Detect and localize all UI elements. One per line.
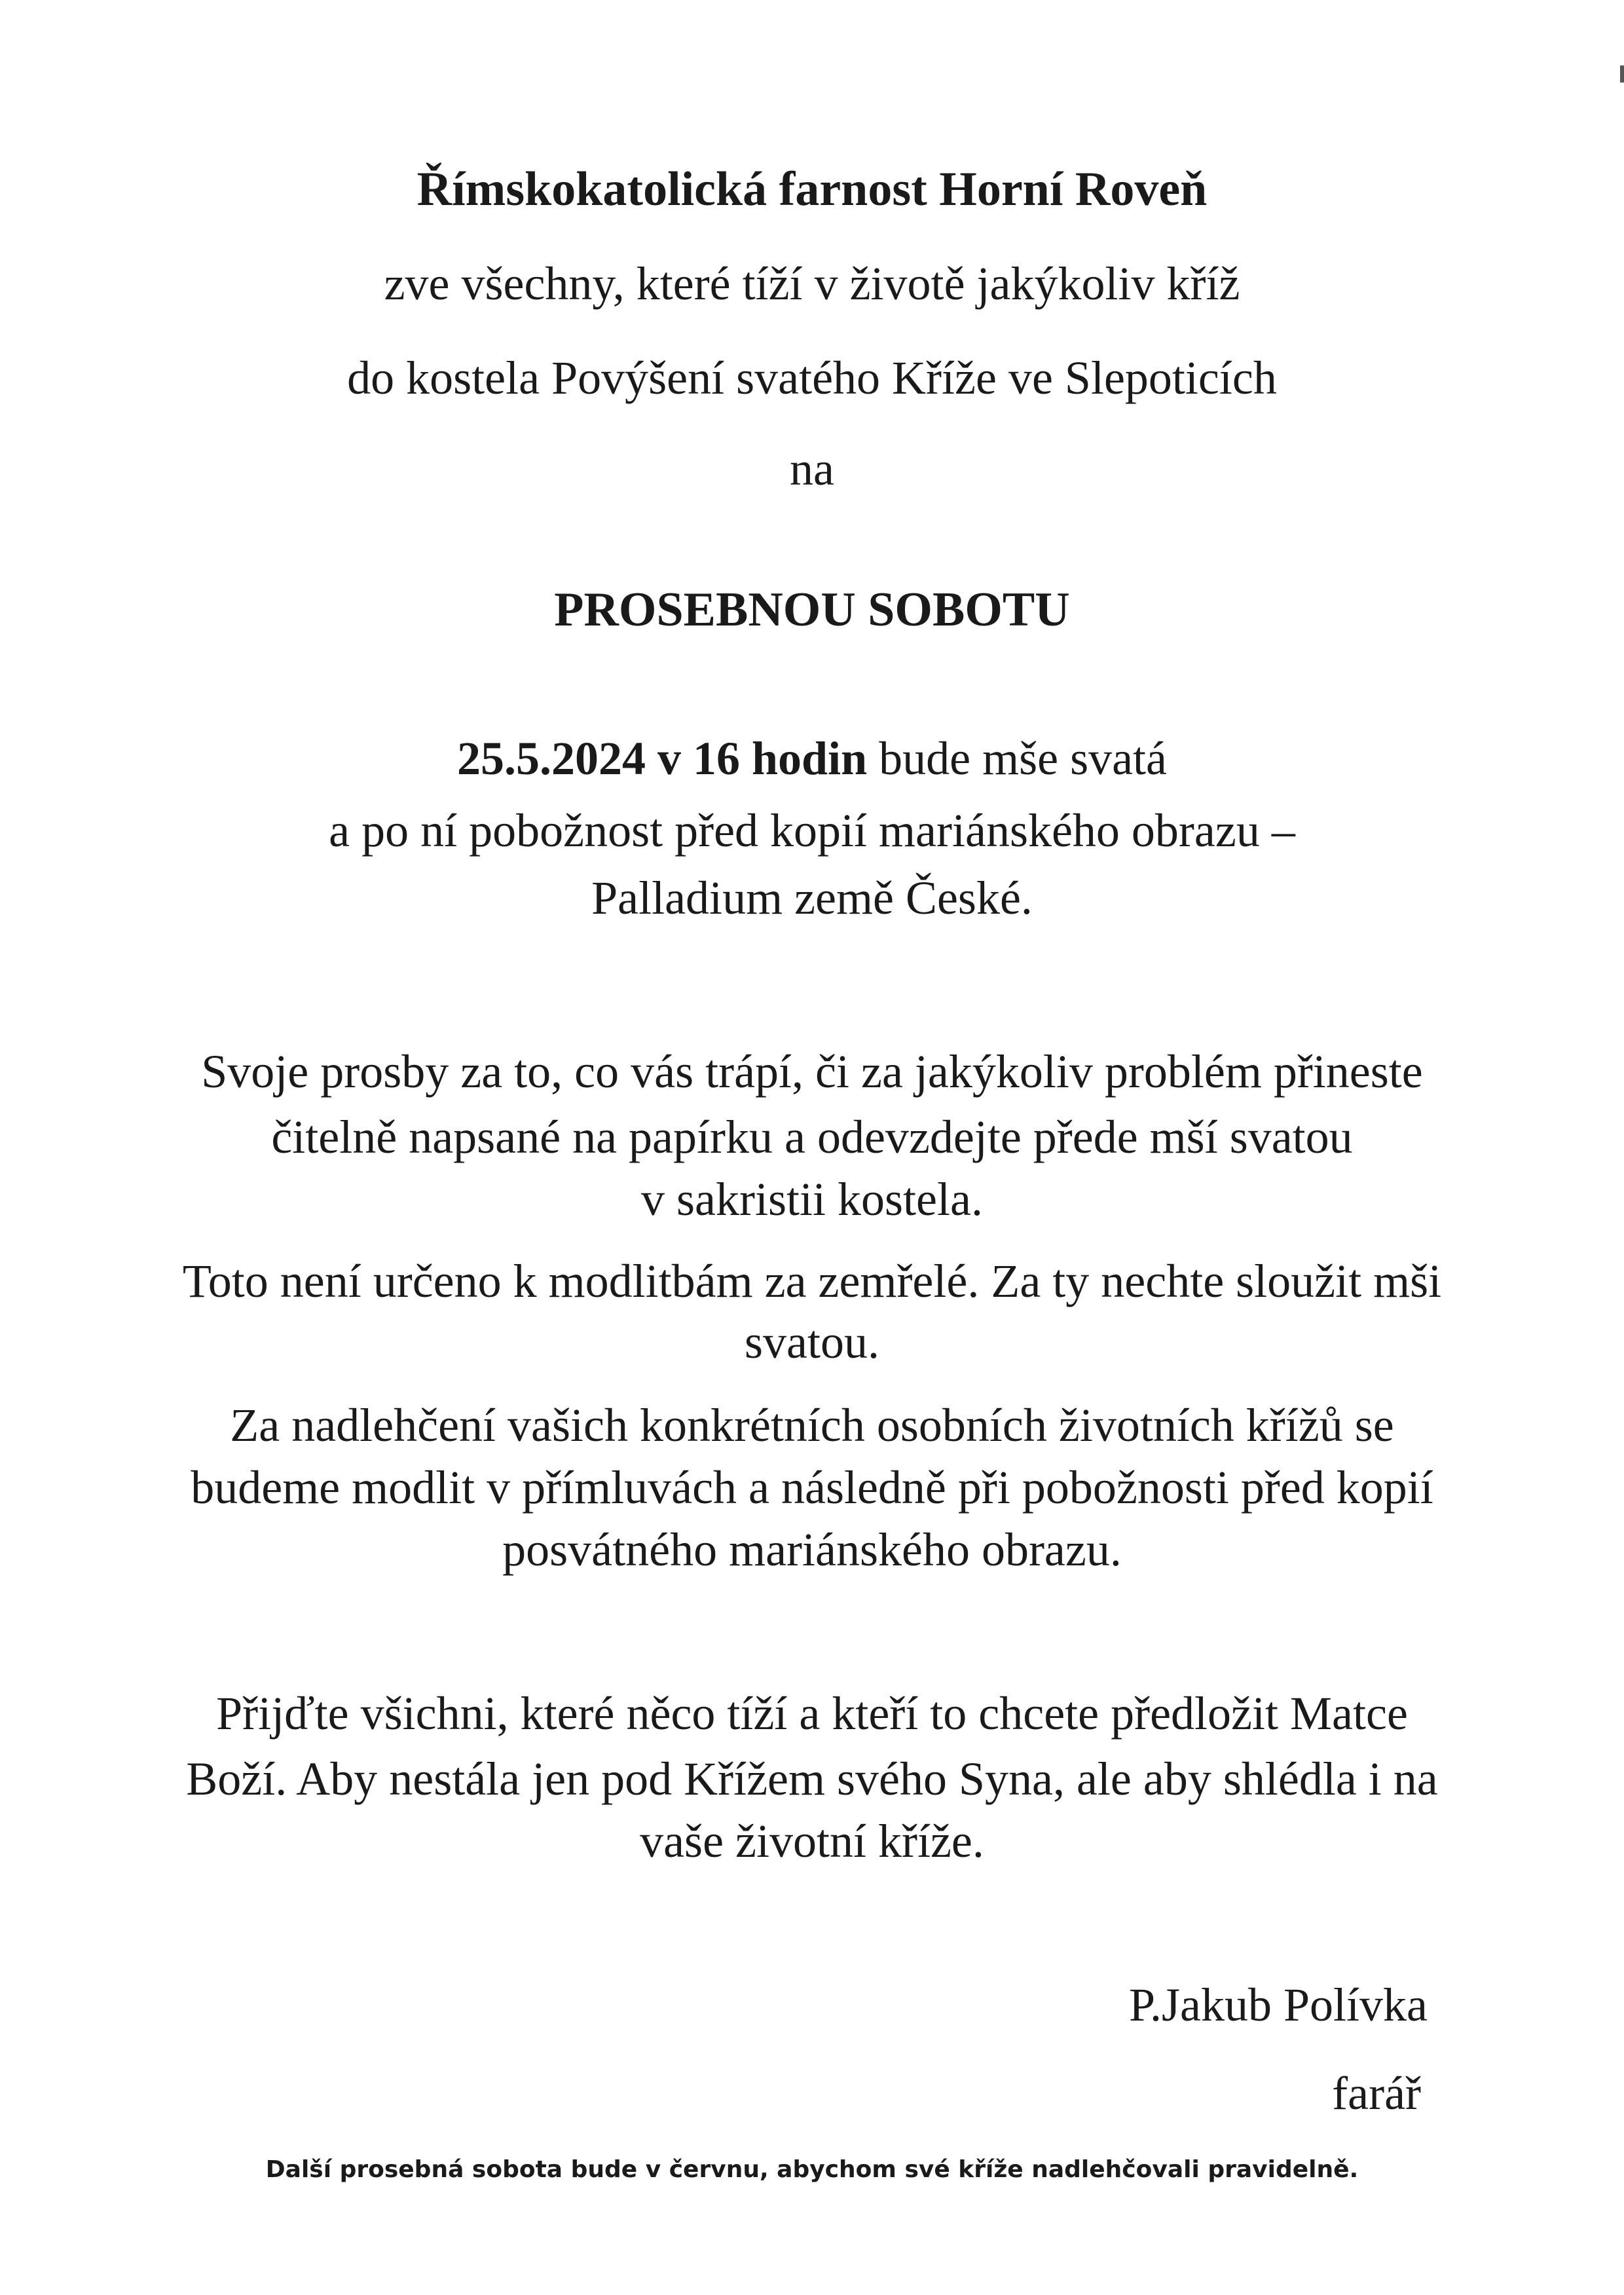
- footer-note: Další prosebná sobota bude v červnu, abychom své kříže nadlehčovali pravidelně.: [265, 2156, 1359, 2183]
- paragraph-4-line-2: Boží. Aby nestála jen pod Křížem svého Syna, ale aby shlédla i na: [186, 1753, 1438, 1805]
- signature-title: farář: [1332, 2067, 1421, 2119]
- signature-name: P.Jakub Polívka: [1128, 1979, 1428, 2031]
- paragraph-4-line-1: Přijďte všichni, které něco tíží a kteří to chcete předložit Matce: [216, 1687, 1408, 1740]
- paragraph-1-line-2: čitelně napsané na papírku a odevzdejte přede mší svatou: [271, 1111, 1353, 1163]
- paragraph-3-line-1: Za nadlehčení vašich konkrétních osobních životních křížů se: [230, 1399, 1394, 1451]
- invite-line-3: na: [790, 443, 834, 495]
- paragraph-1-line-1: Svoje prosby za to, co vás trápí, či za jakýkoliv problém přineste: [201, 1045, 1423, 1098]
- parish-name: Římskokatolická farnost Horní Roveň: [416, 162, 1208, 216]
- paragraph-3-line-2: budeme modlit v přímluvách a následně při pobožnosti před kopií: [191, 1461, 1433, 1514]
- event-line-1: [0, 732, 1624, 785]
- invite-line-2: do kostela Povýšení svatého Kříže ve Slepoticích: [347, 352, 1277, 404]
- event-line-3: Palladium země České.: [591, 872, 1033, 924]
- event-line-2: a po ní pobožnost před kopií mariánského obrazu –: [329, 804, 1295, 857]
- event-title: PROSEBNOU SOBOTU: [554, 583, 1070, 637]
- paragraph-2-line-1: Toto není určeno k modlitbám za zemřelé. Za ty nechte sloužit mši: [182, 1255, 1442, 1307]
- event-datetime: 25.5.2024 v 16 hodin: [456, 732, 868, 785]
- paragraph-1-line-3: v sakristii kostela.: [641, 1173, 983, 1225]
- invite-line-1: zve všechny, které tíží v životě jakýkoliv kříž: [384, 257, 1240, 310]
- paragraph-2-line-2: svatou.: [745, 1316, 879, 1368]
- paragraph-4-line-3: vaše životní kříže.: [640, 1815, 984, 1867]
- scan-artifact: [1620, 65, 1624, 83]
- event-line-1-rest: bude mše svatá: [867, 732, 1167, 785]
- paragraph-3-line-3: posvátného mariánského obrazu.: [502, 1523, 1122, 1576]
